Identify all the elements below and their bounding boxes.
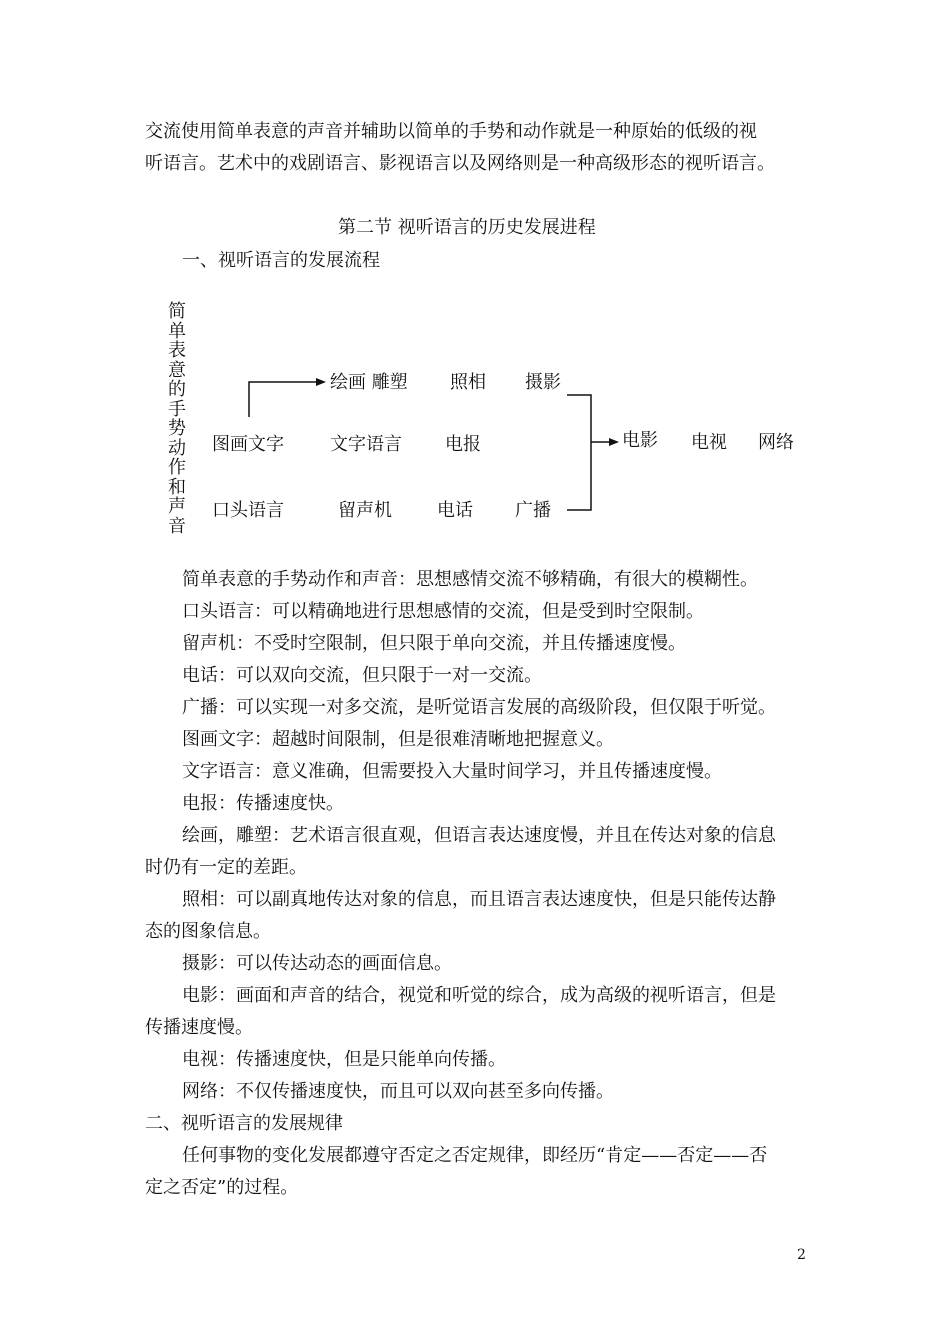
diagram-item-photo: 照相 <box>450 372 486 393</box>
diagram-item-telephone: 电话 <box>437 500 473 521</box>
page-number: 2 <box>797 1247 806 1263</box>
item-line: 绘画，雕塑：艺术语言很直观，但语言表达速度慢，并且在传达对象的信息 <box>182 825 776 846</box>
diagram-item-radio: 广播 <box>515 500 551 521</box>
item-line: 简单表意的手势动作和声音：思想感情交流不够精确，有很大的模糊性。 <box>182 569 758 590</box>
item-line-continued: 传播速度慢。 <box>145 1017 253 1038</box>
vertical-char: 音 <box>168 515 186 537</box>
vertical-char: 简 <box>168 301 186 322</box>
vertical-char: 手 <box>168 398 186 420</box>
intro-line-1: 交流使用简单表意的声音并辅助以简单的手势和动作就是一种原始的低级的视 <box>145 121 757 142</box>
diagram-result-film: 电影 <box>622 430 658 451</box>
vertical-char: 和 <box>168 476 186 498</box>
arrowhead-result <box>609 438 619 446</box>
vertical-char: 的 <box>168 379 186 400</box>
diagram-vertical-label <box>166 302 188 536</box>
vertical-char: 作 <box>168 457 186 478</box>
item-line: 电话：可以双向交流，但只限于一对一交流。 <box>182 665 542 686</box>
para-line-1: 任何事物的变化发展都遵守否定之否定规律，即经历“肯定——否定——否 <box>182 1145 768 1166</box>
vertical-char: 意 <box>168 359 186 381</box>
item-line-continued: 时仍有一定的差距。 <box>145 857 307 878</box>
item-line: 照相：可以副真地传达对象的信息，而且语言表达速度快，但是只能传达静 <box>182 889 776 910</box>
subsection-title-1: 一、视听语言的发展流程 <box>182 250 380 271</box>
item-line: 文字语言：意义准确，但需要投入大量时间学习，并且传播速度慢。 <box>182 761 722 782</box>
diagram-result-network: 网络 <box>758 432 794 453</box>
arrow-up-right <box>249 382 318 417</box>
item-line: 电报：传播速度快。 <box>182 793 344 814</box>
diagram-item-photography: 摄影 <box>525 372 561 393</box>
diagram-item-painting-sculpture: 绘画 雕塑 <box>330 372 408 393</box>
item-line: 网络：不仅传播速度快，而且可以双向甚至多向传播。 <box>182 1081 614 1102</box>
vertical-char: 单 <box>168 320 186 342</box>
vertical-char: 动 <box>168 437 186 459</box>
diagram-item-telegraph: 电报 <box>445 434 481 455</box>
item-line: 口头语言：可以精确地进行思想感情的交流，但是受到时空限制。 <box>182 601 704 622</box>
section-title: 第二节 视听语言的历史发展进程 <box>338 217 596 238</box>
diagram-item-written-language: 文字语言 <box>330 434 402 455</box>
bracket-right <box>567 395 591 510</box>
subsection-title-2: 二、视听语言的发展规律 <box>145 1113 343 1134</box>
diagram-item-picture-writing: 图画文字 <box>212 434 284 455</box>
intro-line-2: 听语言。艺术中的戏剧语言、影视语言以及网络则是一种高级形态的视听语言。 <box>145 153 775 174</box>
vertical-char: 声 <box>168 496 186 517</box>
item-line: 电视：传播速度快，但是只能单向传播。 <box>182 1049 506 1070</box>
item-line-continued: 态的图象信息。 <box>145 921 271 942</box>
diagram-item-oral-language: 口头语言 <box>212 500 284 521</box>
diagram-result-tv: 电视 <box>691 432 727 453</box>
vertical-char: 表 <box>168 340 186 361</box>
arrowhead-right <box>316 378 326 386</box>
vertical-char: 势 <box>168 418 186 439</box>
item-line: 电影：画面和声音的结合，视觉和听觉的综合，成为高级的视听语言，但是 <box>182 985 776 1006</box>
item-line: 摄影：可以传达动态的画面信息。 <box>182 953 452 974</box>
para-line-2: 定之否定”的过程。 <box>145 1177 299 1198</box>
item-line: 广播：可以实现一对多交流，是听觉语言发展的高级阶段，但仅限于听觉。 <box>182 697 776 718</box>
item-line: 留声机：不受时空限制，但只限于单向交流，并且传播速度慢。 <box>182 633 686 654</box>
item-line: 图画文字：超越时间限制，但是很难清晰地把握意义。 <box>182 729 614 750</box>
diagram-item-phonograph: 留声机 <box>338 500 392 521</box>
